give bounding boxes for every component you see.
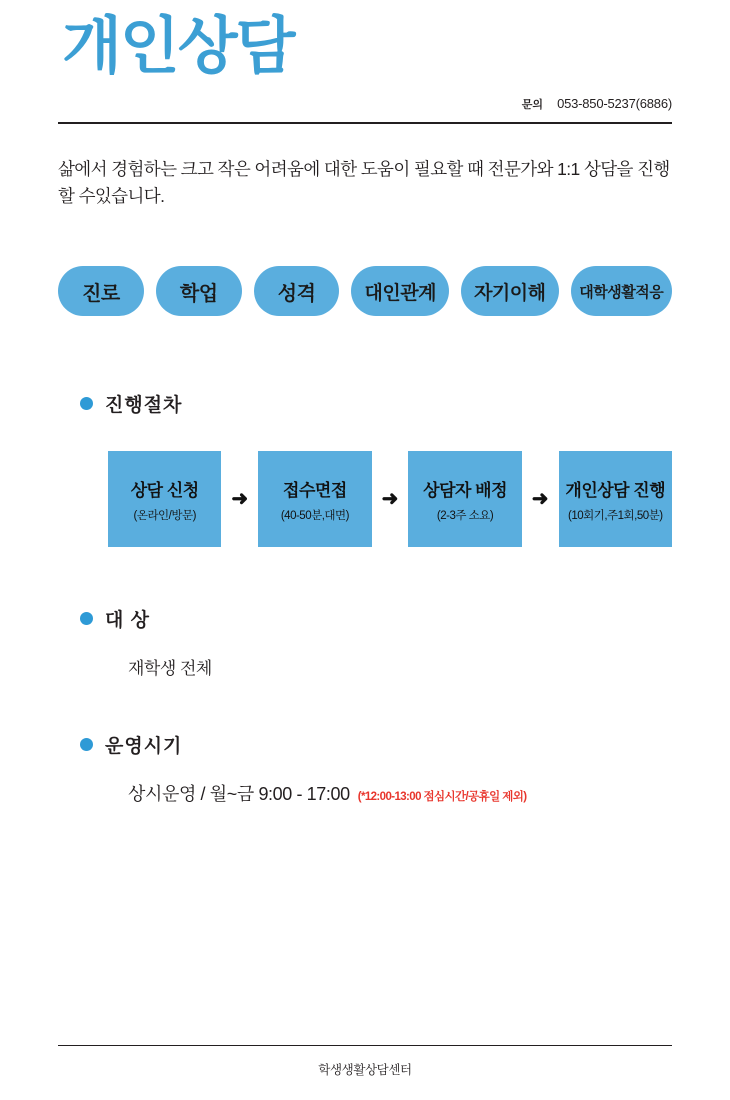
process-step	[408, 451, 521, 547]
process-step-name: 개인상담 진행	[565, 480, 666, 500]
keyword-pill-group	[58, 266, 672, 316]
keyword-pill: 학업	[156, 266, 242, 316]
section-schedule-body	[58, 780, 672, 806]
footer-divider	[58, 1045, 672, 1046]
section-schedule	[58, 731, 672, 806]
arrow-right-icon: ➜	[381, 488, 399, 511]
section-title: 진행절차	[105, 395, 183, 417]
section-process	[58, 390, 672, 547]
process-step-detail: (40-50분,대면)	[280, 509, 349, 522]
section-title: 대 상	[105, 610, 150, 632]
section-schedule-heading	[58, 731, 672, 758]
header-divider	[58, 122, 672, 124]
section-process-heading	[58, 390, 672, 417]
arrow-right-icon: ➜	[231, 488, 249, 511]
section-target-heading	[58, 605, 672, 632]
bullet-dot-icon	[80, 738, 93, 751]
contact-info	[522, 96, 672, 112]
bullet-dot-icon	[80, 612, 93, 625]
process-step-name: 상담 신청	[130, 480, 199, 500]
document-footer	[58, 1045, 672, 1078]
process-step	[108, 451, 221, 547]
process-step	[559, 451, 672, 547]
process-step-detail: (온라인/방문)	[133, 509, 196, 522]
process-step	[258, 451, 371, 547]
keyword-pill: 성격	[254, 266, 340, 316]
keyword-pill: 대인관계	[351, 266, 449, 316]
arrow-right-icon: ➜	[531, 488, 549, 511]
contact-label: 문의	[521, 99, 544, 111]
process-step-detail: (2-3주 소요)	[436, 509, 494, 522]
keyword-pill: 자기이해	[461, 266, 559, 316]
schedule-hours: 상시운영 / 월~금 9:00 - 17:00	[128, 784, 350, 805]
page-title: 개인상담	[62, 12, 294, 81]
section-target	[58, 605, 672, 679]
contact-number: 053-850-5237(6886)	[557, 96, 672, 111]
keyword-pill: 대학생활적응	[571, 266, 672, 316]
document-header	[58, 0, 672, 120]
schedule-note: (*12:00-13:00 점심시간/공휴일 제외)	[357, 791, 527, 804]
process-step-name: 상담자 배정	[423, 480, 507, 500]
intro-paragraph: 삶에서 경험하는 크고 작은 어려움에 대한 도움이 필요할 때 전문가와 1:1 상담을 진행할 수있습니다.	[58, 159, 670, 207]
process-step-name: 접수면접	[283, 480, 347, 500]
footer-organization: 학생생활상담센터	[318, 1063, 412, 1077]
section-title: 운영시기	[105, 736, 183, 758]
process-flow-diagram	[58, 451, 672, 547]
section-target-body: 재학생 전체	[128, 659, 212, 679]
process-step-detail: (10회기,주1회,50분)	[567, 509, 663, 522]
bullet-dot-icon	[80, 397, 93, 410]
keyword-pill: 진로	[58, 266, 144, 316]
